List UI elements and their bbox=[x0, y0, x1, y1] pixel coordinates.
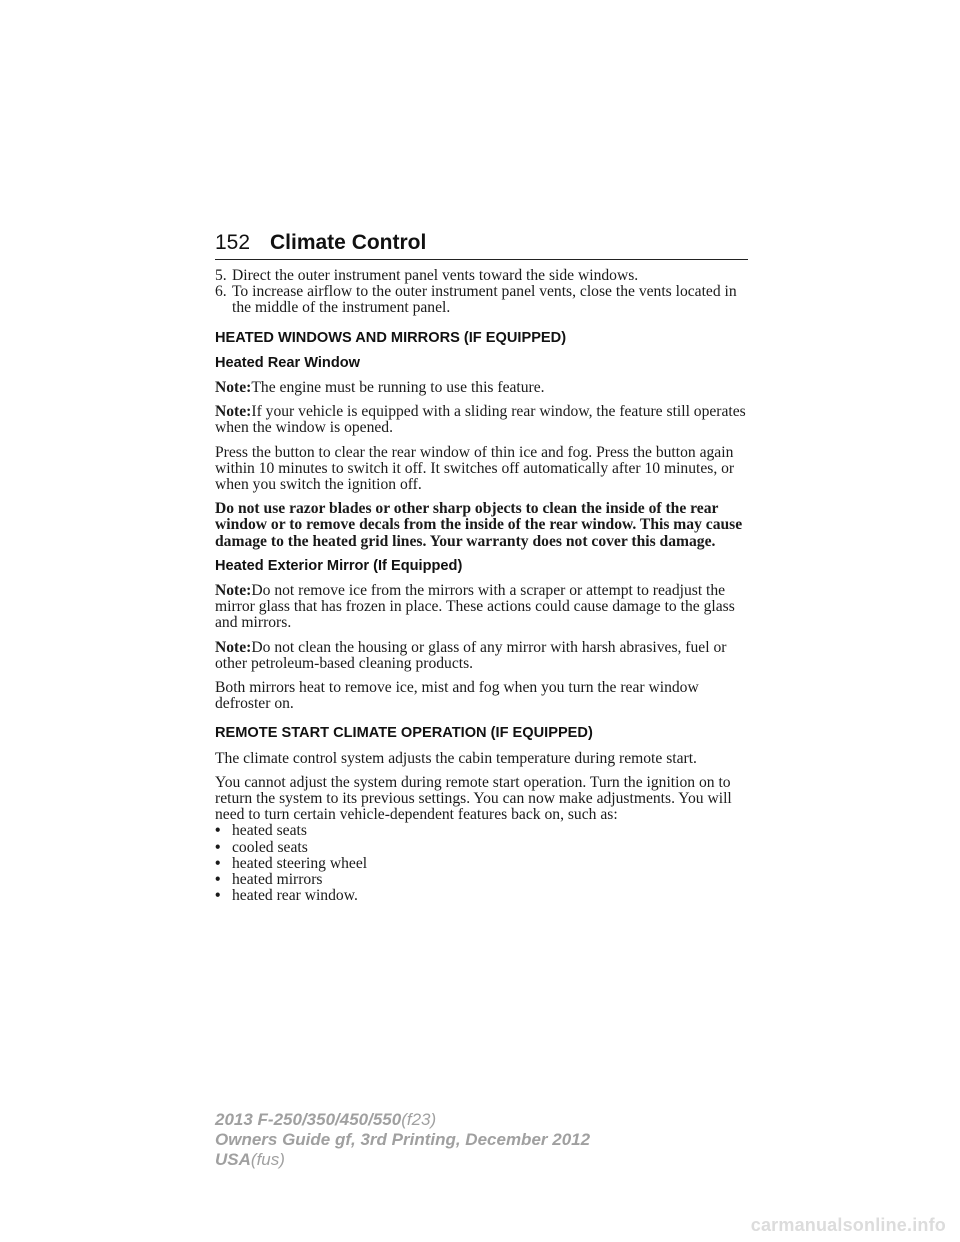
body-paragraph: You cannot adjust the system during remote start operation. Turn the ignition on to return the system to its previous settings. You can now make adjustments. You will need to turn certain vehicle-dependent features back on, such as: bbox=[215, 773, 732, 824]
bullet-icon: • bbox=[215, 871, 221, 889]
bullet-icon: • bbox=[215, 822, 221, 840]
body-paragraph: Press the button to clear the rear window of thin ice and fog. Press the button again within 10 minutes to switch it off. It switches off automatically after 10 minutes, or when you switch the ignition off. bbox=[215, 443, 735, 494]
page-footer bbox=[215, 1110, 590, 1170]
footer-region: USA bbox=[215, 1150, 251, 1169]
subheading-heated-exterior-mirror: Heated Exterior Mirror (If Equipped) bbox=[215, 557, 463, 574]
step-item bbox=[215, 284, 755, 316]
warning-paragraph: Do not use razor blades or other sharp objects to clean the inside of the rear window or to remove decals from the inside of the rear window. This may cause damage to the heated grid lines. Your warranty does not cover this damage. bbox=[215, 500, 743, 550]
bullet-text: heated mirrors bbox=[232, 871, 323, 889]
footer-region-line bbox=[215, 1150, 590, 1170]
bullet-icon: • bbox=[215, 838, 221, 856]
bullet-item bbox=[215, 840, 755, 856]
bullet-text: heated seats bbox=[232, 822, 307, 840]
note-text: Do not remove ice from the mirrors with a scraper or attempt to readjust the mirror glass that has frozen in place. These actions could cause damage to the glass and mirrors. bbox=[215, 582, 735, 632]
bullet-text: heated steering wheel bbox=[232, 854, 368, 872]
step-text: Direct the outer instrument panel vents toward the side windows. bbox=[232, 267, 639, 284]
footer-guide: Owners Guide gf, 3rd Printing, December 2012 bbox=[215, 1130, 591, 1149]
note-label: Note: bbox=[215, 379, 252, 397]
page-content bbox=[215, 268, 755, 905]
footer-model-line bbox=[215, 1110, 590, 1130]
note-label: Note: bbox=[215, 403, 252, 421]
note-paragraph bbox=[215, 380, 755, 396]
step-number: 5. bbox=[215, 267, 227, 284]
step-text: To increase airflow to the outer instrument panel vents, close the vents located in the middle of the instrument panel. bbox=[232, 283, 737, 317]
feature-bullet-list bbox=[215, 823, 755, 904]
footer-region-code: (fus) bbox=[250, 1150, 285, 1169]
bullet-icon: • bbox=[215, 887, 221, 905]
bullet-text: cooled seats bbox=[232, 838, 308, 856]
note-label: Note: bbox=[215, 638, 252, 656]
section-heading-remote-start: REMOTE START CLIMATE OPERATION (IF EQUIPPED) bbox=[215, 725, 593, 742]
note-paragraph bbox=[215, 583, 755, 632]
note-text: The engine must be running to use this feature. bbox=[251, 379, 545, 397]
footer-model: 2013 F-250/350/450/550 bbox=[215, 1110, 402, 1129]
footer-model-code: (f23) bbox=[401, 1110, 437, 1129]
step-item bbox=[215, 268, 755, 284]
body-paragraph: The climate control system adjusts the cabin temperature during remote start. bbox=[215, 749, 697, 767]
note-label: Note: bbox=[215, 582, 252, 600]
section-heading-heated-windows: HEATED WINDOWS AND MIRRORS (IF EQUIPPED) bbox=[215, 329, 567, 346]
subheading-heated-rear-window: Heated Rear Window bbox=[215, 354, 361, 371]
step-number: 6. bbox=[215, 283, 227, 301]
bullet-text: heated rear window. bbox=[232, 887, 358, 905]
note-text: If your vehicle is equipped with a sliding rear window, the feature still operates when the window is opened. bbox=[215, 403, 746, 437]
bullet-item bbox=[215, 823, 755, 839]
page-header bbox=[215, 231, 748, 259]
note-paragraph bbox=[215, 640, 755, 672]
watermark: carmanualsonline.info bbox=[750, 1215, 946, 1235]
footer-guide-line bbox=[215, 1130, 590, 1150]
header-rule bbox=[215, 259, 748, 260]
bullet-icon: • bbox=[215, 854, 221, 872]
bullet-item bbox=[215, 856, 755, 872]
bullet-item bbox=[215, 872, 755, 888]
note-paragraph bbox=[215, 404, 755, 436]
section-title: Climate Control bbox=[270, 231, 427, 254]
page-number: 152 bbox=[215, 231, 251, 254]
note-text: Do not clean the housing or glass of any mirror with harsh abrasives, fuel or other petroleum-based cleaning products. bbox=[215, 638, 727, 672]
step-list bbox=[215, 268, 755, 317]
bullet-item bbox=[215, 888, 755, 904]
body-paragraph: Both mirrors heat to remove ice, mist and fog when you turn the rear window defroster on. bbox=[215, 679, 699, 713]
